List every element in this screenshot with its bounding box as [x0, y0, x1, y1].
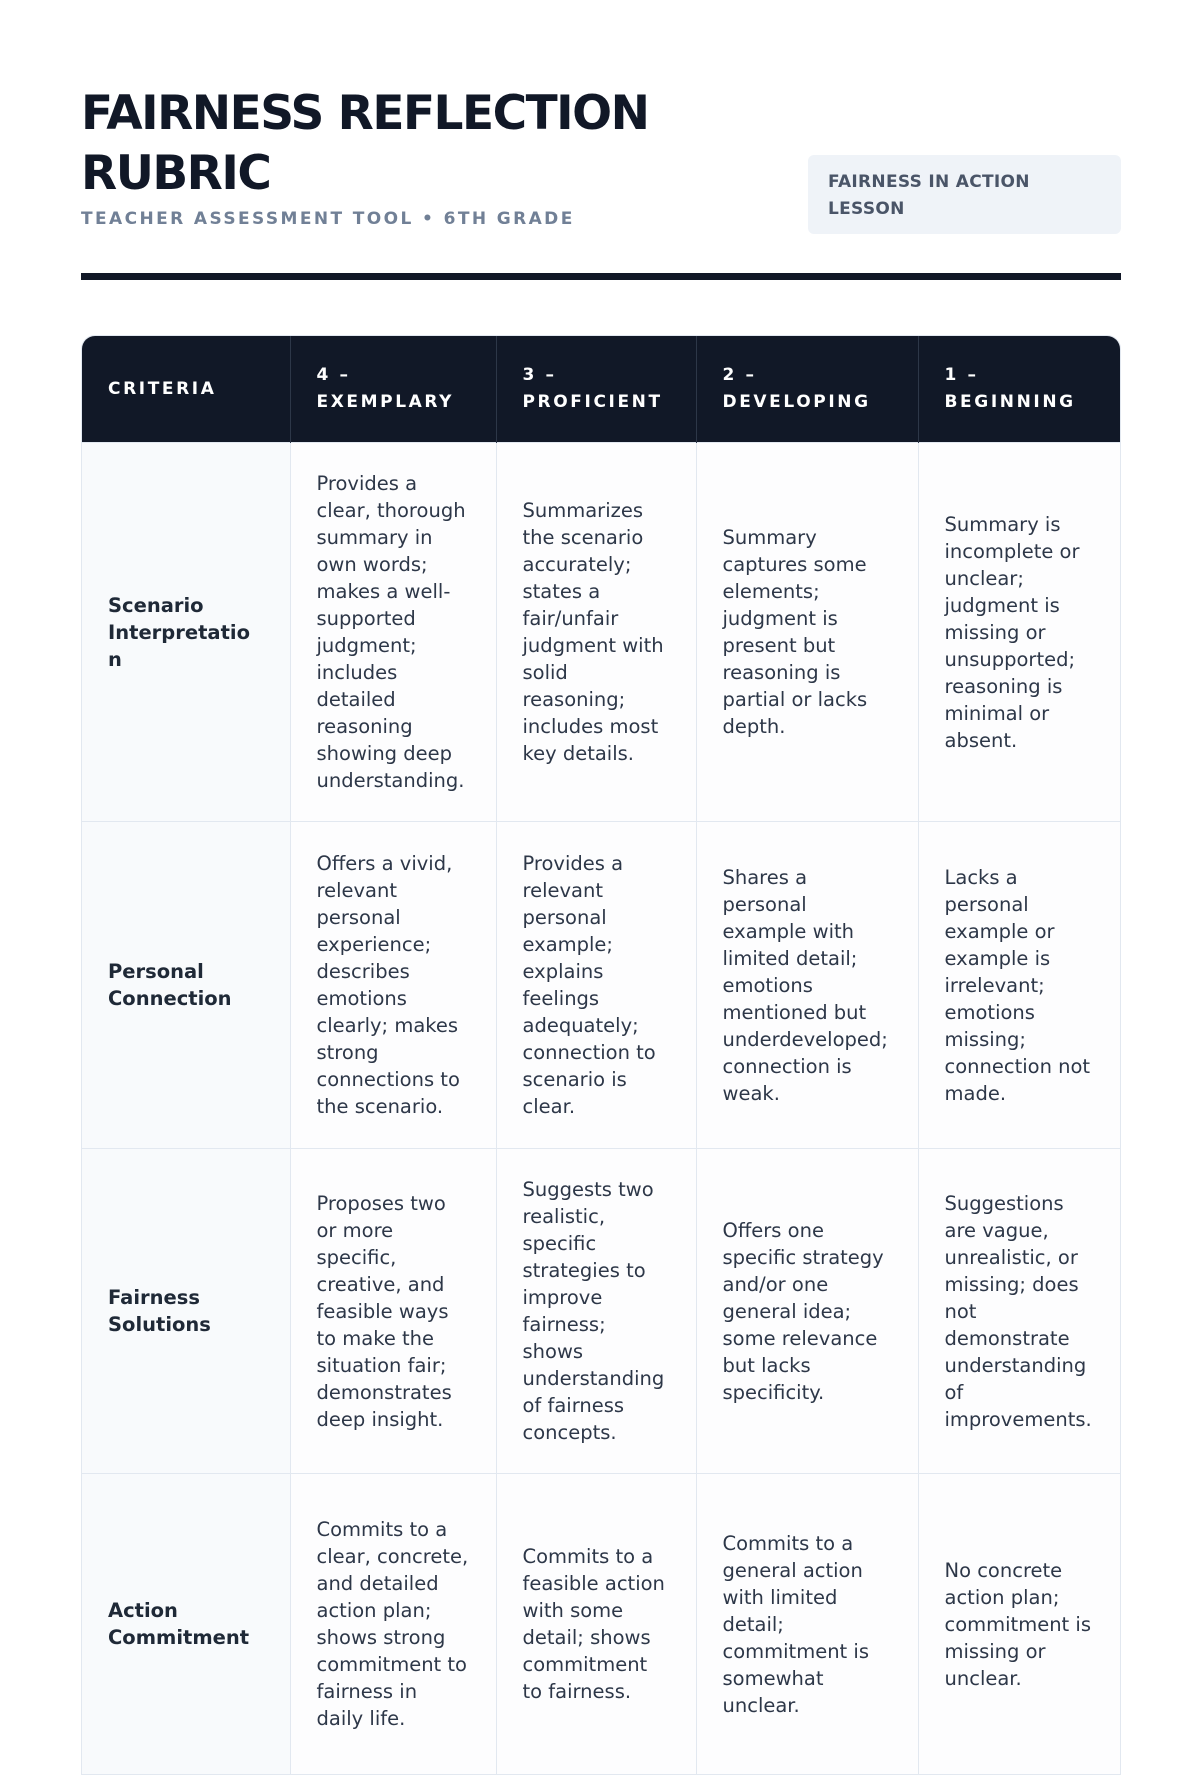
table-row-personal-connection	[82, 822, 1120, 1149]
descriptor-cell-proficient: Summarizes the scenario accurately; states a fair/unfair judgment with solid reasoning; includes most key details.	[496, 443, 696, 822]
column-header-label: CRITERIA	[108, 378, 217, 399]
column-header-proficient	[496, 336, 696, 443]
descriptor-cell-exemplary: Offers a vivid, relevant personal experience; describes emotions clearly; makes strong connections to the scenario.	[290, 822, 496, 1149]
column-header-score: 4 –	[316, 365, 351, 385]
column-header-score: 1 –	[944, 365, 979, 385]
descriptor-cell-beginning: Lacks a personal example or example is irrelevant; emotions missing; connection not made.	[918, 822, 1120, 1149]
descriptor-cell-developing: Shares a personal example with limited detail; emotions mentioned but underdeveloped; connection is weak.	[696, 822, 918, 1149]
descriptor-cell-beginning: Summary is incomplete or unclear; judgment is missing or unsupported; reasoning is minimal or absent.	[918, 443, 1120, 822]
descriptor-cell-developing: Summary captures some elements; judgment is present but reasoning is partial or lacks depth.	[696, 443, 918, 822]
criterion-cell: Action Commitment	[82, 1474, 290, 1775]
table-header-row	[82, 336, 1120, 443]
criterion-cell: Scenario Interpretation	[82, 443, 290, 822]
page-title	[81, 84, 721, 204]
column-header-criteria	[82, 336, 290, 443]
column-header-developing	[696, 336, 918, 443]
column-header-exemplary	[290, 336, 496, 443]
descriptor-cell-exemplary: Commits to a clear, concrete, and detailed action plan; shows strong commitment to fairness in daily life.	[290, 1474, 496, 1775]
column-header-label: EXEMPLARY	[316, 392, 455, 412]
rubric-table-container	[81, 335, 1121, 1775]
column-header-label: DEVELOPING	[722, 392, 871, 412]
table-row-scenario-interpretation	[82, 443, 1120, 822]
page-subtitle: TEACHER ASSESSMENT TOOL • 6TH GRADE	[81, 209, 575, 229]
column-header-label: PROFICIENT	[522, 392, 663, 412]
descriptor-cell-exemplary: Provides a clear, thorough summary in own words; makes a well-supported judgment; includes detailed reasoning showing deep understanding.	[290, 443, 496, 822]
descriptor-cell-proficient: Suggests two realistic, specific strategies to improve fairness; shows understanding of fairness concepts.	[496, 1149, 696, 1474]
lesson-badge-line-2: LESSON	[828, 199, 905, 219]
descriptor-cell-developing: Commits to a general action with limited detail; commitment is somewhat unclear.	[696, 1474, 918, 1775]
lesson-badge-line-1: FAIRNESS IN ACTION	[828, 172, 1030, 192]
descriptor-cell-proficient: Commits to a feasible action with some detail; shows commitment to fairness.	[496, 1474, 696, 1775]
column-header-label: BEGINNING	[944, 392, 1076, 412]
column-header-beginning	[918, 336, 1120, 443]
descriptor-cell-proficient: Provides a relevant personal example; explains feelings adequately; connection to scenario is clear.	[496, 822, 696, 1149]
page-header	[81, 0, 1121, 282]
table-row-fairness-solutions	[82, 1149, 1120, 1474]
column-header-score: 2 –	[722, 365, 757, 385]
criterion-cell: Fairness Solutions	[82, 1149, 290, 1474]
criterion-cell: Personal Connection	[82, 822, 290, 1149]
descriptor-cell-beginning: No concrete action plan; commitment is missing or unclear.	[918, 1474, 1120, 1775]
header-divider	[81, 273, 1121, 280]
title-line-1: FAIRNESS REFLECTION	[81, 86, 649, 141]
rubric-page	[81, 0, 1121, 1730]
descriptor-cell-beginning: Suggestions are vague, unrealistic, or missing; does not demonstrate understanding of improvements.	[918, 1149, 1120, 1474]
lesson-badge	[808, 155, 1121, 234]
descriptor-cell-exemplary: Proposes two or more specific, creative, and feasible ways to make the situation fair; demonstrates deep insight.	[290, 1149, 496, 1474]
rubric-table	[82, 336, 1120, 1774]
descriptor-cell-developing: Offers one specific strategy and/or one general idea; some relevance but lacks specificity.	[696, 1149, 918, 1474]
title-line-2: RUBRIC	[81, 146, 271, 201]
table-row-action-commitment	[82, 1474, 1120, 1775]
column-header-score: 3 –	[522, 365, 557, 385]
